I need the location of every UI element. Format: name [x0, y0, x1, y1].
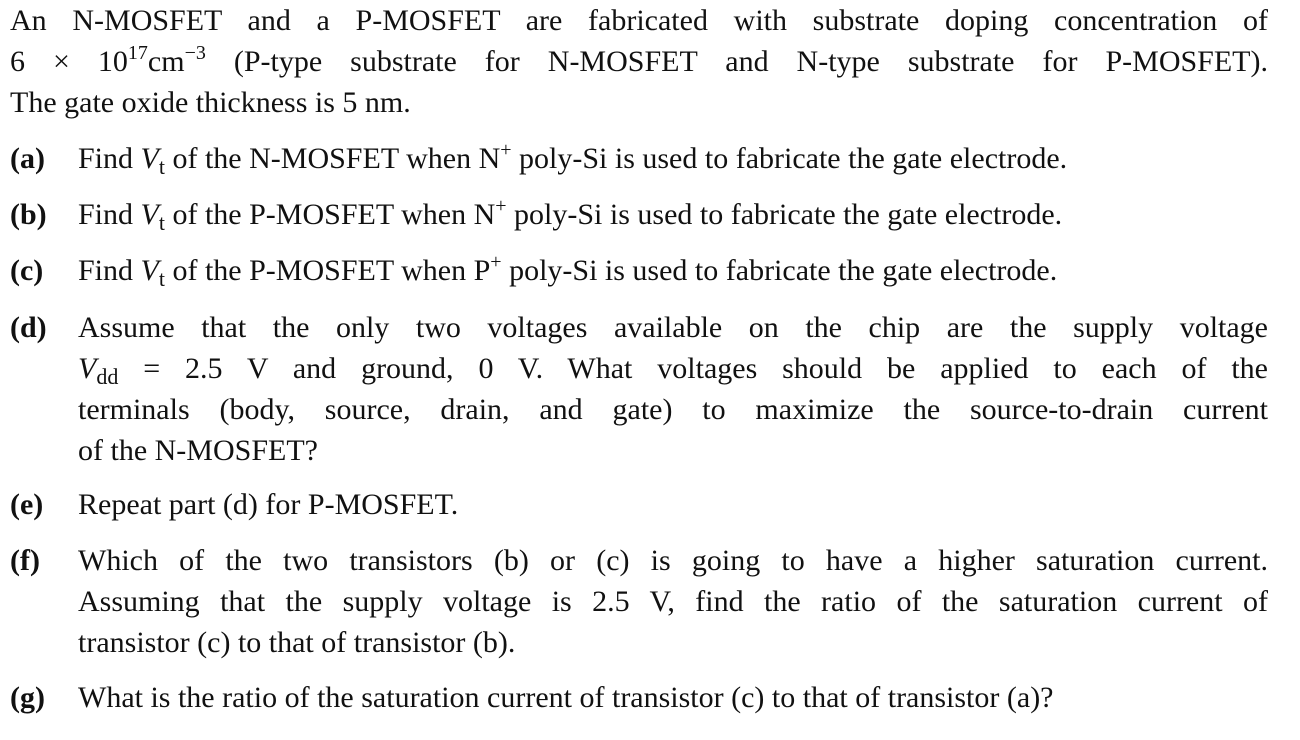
part-text [78, 250, 1268, 291]
text-run: Find [78, 198, 141, 231]
part-line: Assuming that the supply voltage is 2.5 V, find the ratio of the saturation current of [78, 585, 1268, 618]
doping-coefficient: 6 × 10 [10, 45, 128, 78]
text-run: of the P-MOSFET when P [164, 254, 491, 287]
text-run: Find [78, 142, 141, 175]
part-line: terminals (body, source, drain, and gate) to maximize the source-to-drain current [78, 393, 1268, 426]
variable: V [140, 254, 159, 287]
variable-subscript: t [158, 154, 165, 179]
part-line [78, 250, 1268, 291]
part-line [78, 138, 1268, 179]
part-text [78, 484, 1268, 525]
part-label: (c) [10, 254, 44, 287]
text-run: of the P-MOSFET when N [164, 198, 496, 231]
variable-subscript: t [158, 266, 165, 291]
part-label: (e) [10, 488, 44, 521]
doping-exponent: 17 [127, 42, 148, 64]
part-text [78, 138, 1268, 179]
variable: V [78, 352, 97, 385]
variable: V [140, 142, 159, 175]
part-text [78, 194, 1268, 235]
part-text [78, 540, 1268, 663]
part-label: (f) [10, 544, 40, 577]
doping-superscript: + [500, 139, 512, 161]
text-run: Find [78, 254, 141, 287]
variable-subscript: t [158, 210, 165, 235]
doping-unit: cm [147, 45, 185, 78]
substrate-note: (P-type substrate for N-MOSFET and N-type substrate for P-MOSFET). [205, 45, 1268, 78]
text-run: of the N-MOSFET when N [164, 142, 501, 175]
doping-unit-exponent: −3 [184, 42, 206, 64]
text-run: poly-Si is used to fabricate the gate electrode. [501, 254, 1058, 287]
part-text [78, 677, 1268, 718]
variable: V [140, 198, 159, 231]
intro-line-2 [10, 41, 1268, 82]
part-label: (b) [10, 198, 47, 231]
problem-intro [10, 0, 1268, 123]
part-line [78, 348, 1268, 389]
part-label: (g) [10, 681, 45, 714]
part-line: Assume that the only two voltages available on the chip are the supply voltage [78, 311, 1268, 344]
part-label: (d) [10, 311, 47, 344]
doping-superscript: + [495, 195, 507, 217]
variable-subscript: dd [96, 364, 119, 389]
part-line: of the N-MOSFET? [78, 434, 318, 467]
part-label: (a) [10, 142, 45, 175]
part-line [78, 194, 1268, 235]
text-run: = 2.5 V and ground, 0 V. What voltages should be applied to each of the [118, 352, 1268, 385]
part-line: transistor (c) to that of transistor (b). [78, 626, 516, 659]
part-text [78, 307, 1268, 471]
text-run: poly-Si is used to fabricate the gate electrode. [511, 142, 1068, 175]
intro-line-3: The gate oxide thickness is 5 nm. [10, 86, 411, 119]
part-line: Which of the two transistors (b) or (c) is going to have a higher saturation current. [78, 544, 1268, 577]
text-run: poly-Si is used to fabricate the gate electrode. [506, 198, 1063, 231]
intro-line-1: An N-MOSFET and a P-MOSFET are fabricated with substrate doping concentration of [10, 4, 1268, 37]
doping-superscript: + [490, 251, 502, 273]
part-line: Repeat part (d) for P-MOSFET. [78, 488, 459, 521]
part-line: What is the ratio of the saturation current of transistor (c) to that of transistor (a)? [78, 681, 1054, 714]
